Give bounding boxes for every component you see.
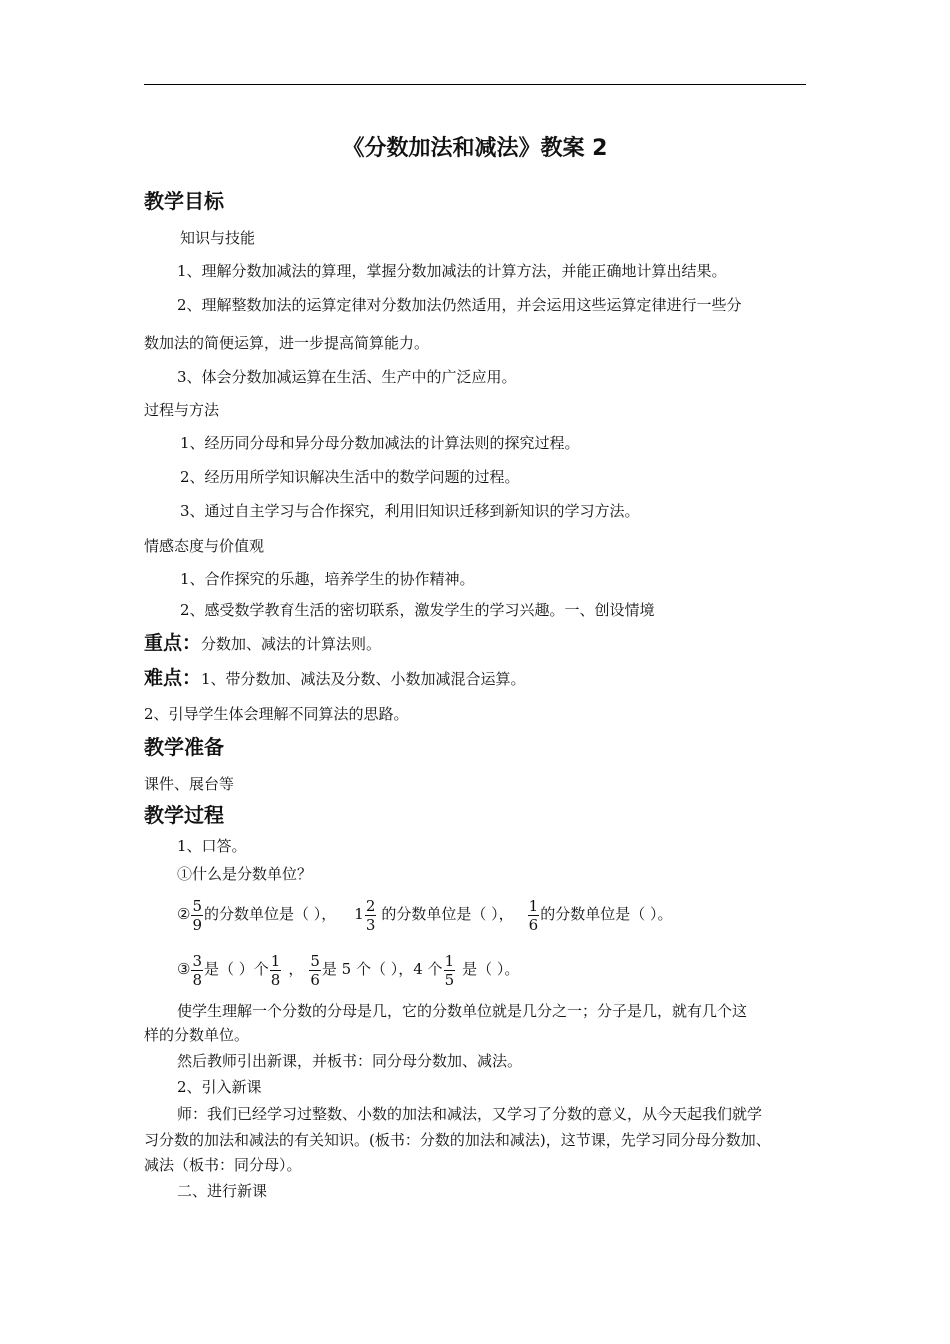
process-item-1: 1、经历同分母和异分母分数加减法的计算法则的探究过程。 — [180, 434, 580, 452]
emotion-item-2: 2、感受数学教育生活的密切联系，激发学生的学习兴趣。一、创设情境 — [180, 601, 655, 619]
question-3-text-4: 是（ ）。 — [462, 960, 520, 978]
subheading-emotion: 情感态度与价值观 — [144, 537, 265, 555]
emotion-item-1: 1、合作探究的乐趣，培养学生的协作精神。 — [180, 570, 475, 588]
prep-text: 课件、展台等 — [144, 775, 235, 793]
question-3-text-3: 是 5 个（ ），4 个 — [321, 960, 443, 978]
mixed-whole: 1 — [354, 905, 364, 923]
question-2-text-2: 的分数单位是（ ）， — [381, 905, 514, 923]
step-3: 二、进行新课 — [177, 1182, 268, 1200]
paragraph-3a: 师：我们已经学习过整数、小数的加法和减法，又学习了分数的意义，从今天起我们就学 — [177, 1105, 763, 1123]
heading-process: 教学过程 — [144, 803, 224, 827]
fraction-5-6: $\frac{5}{6}$ — [310, 951, 320, 989]
heading-prep: 教学准备 — [144, 735, 224, 759]
paragraph-1b: 样的分数单位。 — [144, 1026, 250, 1044]
difficulty-text-2: 2、引导学生体会理解不同算法的思路。 — [144, 705, 409, 723]
keypoint-line — [144, 631, 381, 656]
subheading-process-method: 过程与方法 — [144, 401, 220, 419]
fraction-1-8: $\frac{1}{8}$ — [270, 951, 281, 989]
question-3-text-2: ， — [288, 960, 304, 978]
difficulty-label: 难点： — [144, 667, 202, 689]
question-3 — [177, 948, 519, 990]
document-title: 《分数加法和减法》教案 2 — [342, 136, 608, 161]
process-item-2: 2、经历用所学知识解决生活中的数学问题的过程。 — [180, 468, 520, 486]
question-3-marker: ③ — [177, 960, 191, 978]
keypoint-label: 重点： — [144, 632, 202, 654]
knowledge-item-2a: 2、理解整数加法的运算定律对分数加法仍然适用，并会运用这些运算定律进行一些分 — [177, 296, 742, 314]
paragraph-1a: 使学生理解一个分数的分母是几，它的分数单位就是几分之一；分子是几，就有几个这 — [177, 1002, 748, 1020]
question-1: ①什么是分数单位？ — [177, 865, 313, 883]
step-1: 1、口答。 — [177, 837, 247, 855]
fraction-3-8: $\frac{3}{8}$ — [192, 951, 202, 989]
header-rule — [144, 84, 806, 85]
difficulty-text: 1、带分数加、减法及分数、小数加减混合运算。 — [201, 670, 526, 688]
fraction-1-5: $\frac{1}{5}$ — [444, 951, 455, 989]
process-item-3: 3、通过自主学习与合作探究，利用旧知识迁移到新知识的学习方法。 — [180, 502, 640, 520]
paragraph-3c: 减法（板书：同分母）。 — [144, 1156, 302, 1174]
knowledge-item-3: 3、体会分数加减运算在生活、生产中的广泛应用。 — [177, 368, 517, 386]
knowledge-item-2b: 数加法的简便运算，进一步提高简算能力。 — [144, 334, 430, 352]
step-2: 2、引入新课 — [177, 1078, 262, 1096]
keypoint-text: 分数加、减法的计算法则。 — [201, 635, 382, 653]
knowledge-item-1: 1、理解分数加减法的算理，掌握分数加减法的计算方法，并能正确地计算出结果。 — [177, 262, 727, 280]
question-2-text-3: 的分数单位是（ ）。 — [540, 905, 673, 923]
paragraph-3b: 习分数的加法和减法的有关知识。(板书：分数的加法和减法)，这节课，先学习同分母分数加、 — [144, 1131, 771, 1149]
fraction-1-6: $\frac{1}{6}$ — [528, 896, 539, 934]
difficulty-line — [144, 666, 526, 691]
question-2-marker: ② — [177, 905, 191, 923]
subheading-knowledge: 知识与技能 — [180, 229, 256, 247]
heading-objectives: 教学目标 — [144, 189, 224, 213]
paragraph-2: 然后教师引出新课，并板书：同分母分数加、减法。 — [177, 1052, 523, 1070]
question-2-text-1: 的分数单位是（ ）， — [204, 905, 337, 923]
question-2 — [177, 893, 672, 935]
fraction-2-3: $\frac{2}{3}$ — [365, 896, 376, 934]
question-3-text-1: 是（ ）个 — [204, 960, 269, 978]
fraction-5-9: $\frac{5}{9}$ — [192, 896, 202, 934]
